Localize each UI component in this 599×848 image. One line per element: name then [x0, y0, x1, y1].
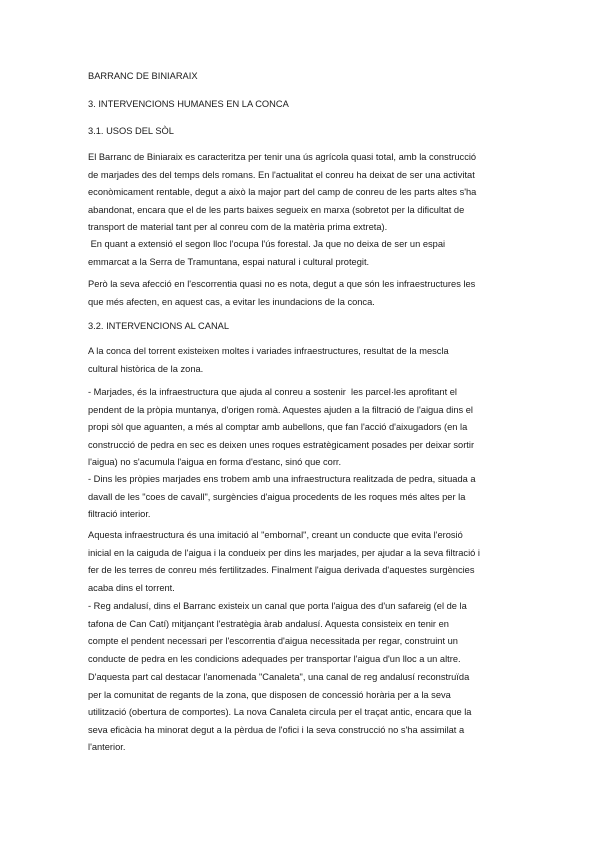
paragraph-line: inicial en la caiguda de l'aigua i la condueix per dins les marjades, per ajudar a la seva filtració i [88, 547, 480, 558]
paragraph-emborn [88, 527, 518, 597]
paragraph-line: propi sòl que aguanten, a més al comptar amb aubellons, que fan l'acció d'aixugadors (en la [88, 422, 468, 433]
paragraph-line: que més afecten, en aquest cas, a evitar les inundacions de la conca. [88, 296, 375, 307]
paragraph-forest [88, 236, 518, 271]
paragraph-line: davall de les "coes de cavall", surgències d'aigua procedents de les roques més altes per la [88, 491, 466, 502]
paragraph-line: construcció de pedra en sec es deixen unes roques estratègicament posades per deixar sortir [88, 439, 475, 450]
paragraph-land-use [88, 149, 518, 237]
paragraph-line: filtració interior. [88, 509, 151, 520]
subsection-heading-uses: 3.1. USOS DEL SÒL [88, 126, 174, 136]
document-title: BARRANC DE BINIARAIX [88, 71, 198, 81]
paragraph-line: A la conca del torrent existeixen moltes i variades infraestructures, resultat de la mescla [88, 346, 449, 356]
paragraph-line: econòmicament rentable, degut a això la major part del camp de conreu de les parts altes s'ha [88, 187, 477, 198]
section-heading: 3. INTERVENCIONS HUMANES EN LA CONCA [88, 99, 289, 109]
paragraph-line: En quant a extensió el segon lloc l'ocupa l'ús forestal. Ja que no deixa de ser un espai [88, 239, 446, 249]
paragraph-line: - Reg andalusí, dins el Barranc existeix un canal que porta l'aigua des d'un safareig (el de la [88, 601, 467, 611]
paragraph-line: Però la seva afecció en l'escorrentia quasi no es nota, degut a que són les infraestructures les [88, 279, 476, 289]
paragraph-irrigation [88, 598, 518, 668]
paragraph-runoff [88, 276, 518, 311]
paragraph-line: acaba dins el torrent. [88, 582, 175, 593]
paragraph-line: l'aigua) no s'acumula l'aigua en forma d'estanc, sinó que corr. [88, 457, 342, 468]
paragraph-line: abandonat, encara que el de les parts baixes segueix en marxa (sobretot per la dificultat de [88, 204, 465, 215]
paragraph-line: - Marjades, és la infraestructura que ajuda al conreu a sostenir les parcel·les aprofitant el [88, 387, 457, 397]
paragraph-line: fer de les terres de conreu més fertilitzades. Finalment l'aigua derivada d'aquestes surgències [88, 565, 475, 576]
paragraph-line: pendent de la pròpia muntanya, d'origen romà. Aquestes ajuden a la filtració de l'aigua dins el [88, 404, 473, 415]
paragraph-line: El Barranc de Biniaraix es caracteritza per tenir una ús agrícola quasi total, amb la construcció [88, 152, 477, 162]
paragraph-line: de marjades des del temps dels romans. En l'actualitat el conreu ha deixat de ser una activitat [88, 169, 475, 180]
paragraph-line: l'anterior. [88, 742, 126, 753]
paragraph-line: compte el pendent necessari per l'escorrentia d'aigua necessitada per regar, construint un [88, 636, 458, 647]
paragraph-terraces [88, 384, 518, 472]
paragraph-infrastructure [88, 343, 518, 378]
paragraph-line: - Dins les pròpies marjades ens trobem amb una infraestructura realitzada de pedra, situada a [88, 474, 476, 484]
paragraph-line: cultural històrica de la zona. [88, 363, 204, 374]
subsection-heading-canal: 3.2. INTERVENCIONS AL CANAL [88, 321, 230, 331]
paragraph-line: D'aquesta part cal destacar l'anomenada "Canaleta", una canal de reg andalusí reconstruïda [88, 672, 470, 682]
paragraph-line: seva eficàcia ha minorat degut a la pèrdua de l'ofici i la seva construcció no s'ha assimilat a [88, 724, 465, 735]
paragraph-line: per la comunitat de regants de la zona, que disposen de concessió horària per a la seva [88, 689, 451, 700]
paragraph-canaleta [88, 669, 518, 757]
paragraph-line: emmarcat a la Serra de Tramuntana, espai natural i cultural protegit. [88, 256, 370, 267]
paragraph-line: utilització (obertura de comportes). La nova Canaleta circula per el traçat antic, encara que la [88, 707, 472, 718]
paragraph-line: Aquesta infraestructura és una imitació al "embornal", creant un conducte que evita l'erosió [88, 530, 463, 540]
paragraph-line: conducte de pedra en les condicions adequades per transportar l'aigua d'un lloc a un altre. [88, 653, 461, 664]
paragraph-springs [88, 471, 518, 524]
paragraph-line: tafona de Can Catí) mitjançant l'estratègia àrab andalusí. Aquesta consisteix en tenir en [88, 618, 449, 629]
paragraph-line: transport de material tant per al conreu com de la matèria prima extreta). [88, 222, 388, 233]
